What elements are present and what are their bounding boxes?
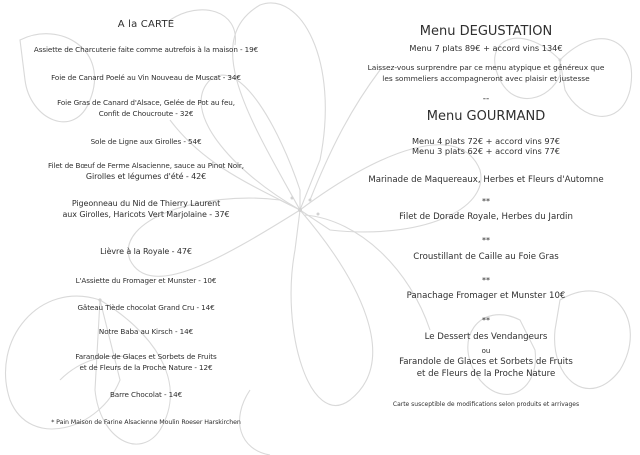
menu-item: Foie de Canard Poelé au Vin Nouveau de Muscat - 34€ bbox=[51, 73, 241, 82]
course-separator: ** bbox=[482, 316, 490, 325]
menu-item: Gâteau Tiède chocolat Grand Cru - 14€ bbox=[77, 303, 215, 312]
menu-item: Notre Baba au Kirsch - 14€ bbox=[98, 327, 194, 336]
set-menus-page bbox=[332, 0, 640, 455]
menu-item: Pigeonneau du Nid de Thierry Laurent aux Girolles, Haricots Vert Marjolaine - 37€ bbox=[62, 199, 230, 219]
course: Le Dessert des Vendangeurs bbox=[424, 332, 548, 342]
menu-item: L'Assiette du Fromager et Munster - 10€ bbox=[75, 276, 217, 285]
separator: -- bbox=[482, 94, 490, 104]
gourmand-title: Menu GOURMAND bbox=[426, 109, 546, 124]
menu-item: Farandole de Glaces et Sorbets de Fruits et de Fleurs de la Proche Nature - 12€ bbox=[75, 352, 217, 372]
course: Marinade de Maquereaux, Herbes et Fleurs d'Automne bbox=[368, 175, 604, 185]
gourmand-price-3: Menu 3 plats 62€ + accord vins 77€ bbox=[411, 146, 560, 156]
degustation-description-line1: Laissez-vous surprendre par ce menu atypique et généreux que bbox=[367, 63, 605, 72]
course: Panachage Fromager et Munster 10€ bbox=[406, 291, 566, 301]
menu-item: Barre Chocolat - 14€ bbox=[109, 390, 183, 399]
course: Croustillant de Caille au Foie Gras bbox=[413, 252, 559, 262]
menu-item: Lièvre à la Royale - 47€ bbox=[100, 247, 192, 256]
course-alternative: et de Fleurs de la Proche Nature bbox=[416, 369, 556, 379]
degustation-title: Menu DEGUSTATION bbox=[419, 24, 553, 39]
menu-item: Filet de Bœuf de Ferme Alsacienne, sauce au Pinot Noir, Girolles et légumes d'été - 42€ bbox=[48, 161, 244, 181]
course-separator: ** bbox=[482, 276, 490, 285]
menu-disclaimer: Carte susceptible de modifications selon produits et arrivages bbox=[392, 401, 580, 408]
course: Filet de Dorade Royale, Herbes du Jardin bbox=[399, 212, 573, 222]
degustation-price: Menu 7 plats 89€ + accord vins 134€ bbox=[409, 43, 563, 53]
carte-title: A la CARTE bbox=[117, 19, 175, 30]
course-separator: ** bbox=[482, 236, 490, 245]
bread-footnote: * Pain Maison de Farine Alsacienne Moulin Roeser Harskirchen bbox=[51, 419, 241, 426]
menu-item: Foie Gras de Canard d'Alsace, Gelée de Pot au feu, Confit de Choucroute - 32€ bbox=[57, 98, 235, 118]
alternative-or: ou bbox=[481, 347, 491, 355]
course-separator: ** bbox=[482, 197, 490, 206]
a-la-carte-page bbox=[0, 0, 292, 455]
course-alternative: Farandole de Glaces et Sorbets de Fruits bbox=[399, 357, 573, 367]
gourmand-price-4: Menu 4 plats 72€ + accord vins 97€ bbox=[411, 136, 560, 146]
degustation-description-line2: les sommeliers accompagneront avec plaisir et justesse bbox=[382, 74, 590, 83]
menu-item: Sole de Ligne aux Girolles - 54€ bbox=[90, 137, 202, 146]
menu-item: Assiette de Charcuterie faite comme autrefois à la maison - 19€ bbox=[33, 45, 259, 54]
